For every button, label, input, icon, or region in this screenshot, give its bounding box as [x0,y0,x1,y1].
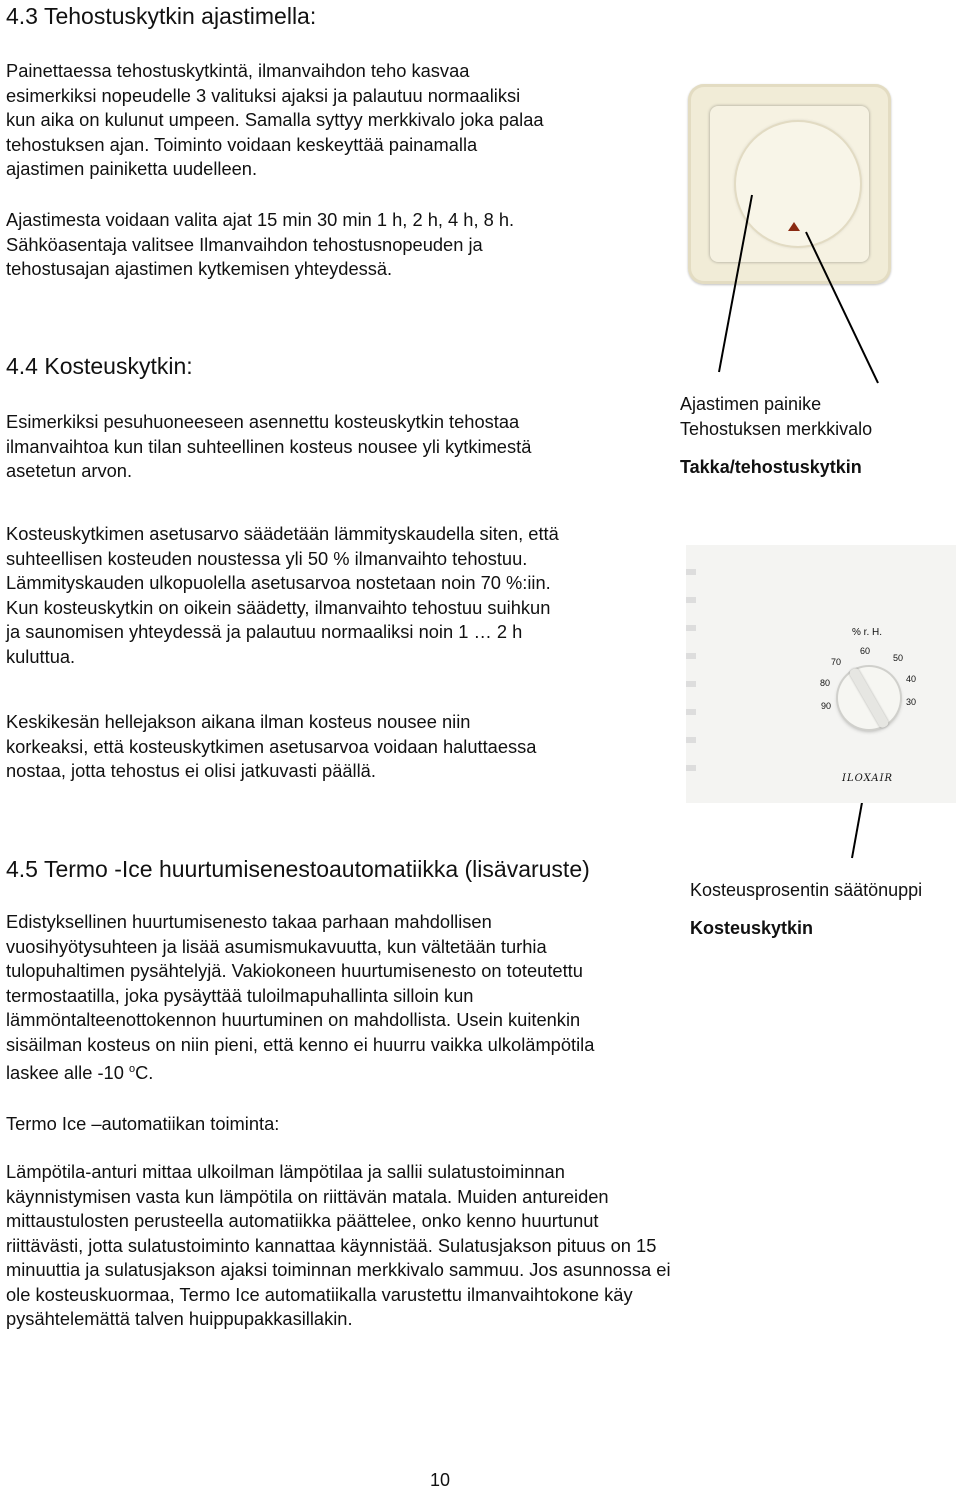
humidity-switch-photo [686,545,956,803]
scale-label: 60 [860,646,871,656]
humidity-paragraph-2: Kosteuskytkimen asetusarvo säädetään lämmityskaudella siten, että suhteellisen kosteuden noustessa yli 50 % ilmanvaihto tehostuu. Lämmityskauden ulkopuolella asetusarvoa nostetaan noin 70 %:iin. Kun kosteuskytkin on oikein säädetty, ilmanvaihto tehostuu suihkun ja saunomisen yhteydessä ja palautuu normaaliksi noin 1 … 2 h kuluttua. [6,523,559,667]
knob-grip [848,667,890,729]
section-heading-humidity: 4.4 Kosteuskytkin: [6,353,193,379]
callout-line-timer-button [719,195,752,372]
caption-humidity-switch: Kosteuskytkin [690,918,814,938]
section-heading-termo-ice: 4.5 Termo -Ice huurtumisenestoautomatiikka (lisävaruste) [6,856,590,882]
timer-paragraph-1: Painettaessa tehostuskytkintä, ilmanvaihdon teho kasvaa esimerkiksi nopeudelle 3 valituksi ajaksi ja palautuu normaaliksi kun aika on kulunut umpeen. Samalla syttyy merkkivalo joka palaa tehostuksen ajan. Toiminto voidaan keskeyttää painamalla ajastimen painiketta uudelleen. [6,60,544,179]
scale-label: 90 [821,701,832,711]
termo-paragraph-2: Lämpötila-anturi mittaa ulkoilman lämpötilaa ja sallii sulatustoiminnan käynnistymisen vasta kun lämpötila on riittävän matala. Muiden antureiden mittaustulosten perusteella automatiikka päättelee, onko kenno huurtunut riittävästi, jotta sulatustoiminto kannattaa käynnistää. Sulatusjakson pituus on 15 minuuttia ja sulatusjakson ajaksi toiminnan merkkivalo sammuu. Jos asunnossa ei ole kosteuskuormaa, Termo Ice automatiikalla varustettu ilmanvaihtokone käy pysähtelemättä talven huippupakkasillakin. [6,1161,671,1329]
page-number: 10 [430,1470,451,1490]
scale-label: 70 [831,657,842,667]
section-heading-timer: 4.3 Tehostuskytkin ajastimella: [6,3,317,29]
termo-paragraph-1: Edistyksellinen huurtumisenesto takaa parhaan mahdollisen vuosihyötysuhteen ja lisää asumismukavuutta, kun vältetään turhia tulopuhaltimen pysähtelyjä. Vakiokoneen huurtumisenesto on toteutettu termostaatilla, joka pysäyttää tuloilmapuhallinta silloin kun lämmöntalteenottokennon huurtuminen on mahdollista. Usein kuitenkin sisäilman kosteus on niin pieni, että kenno ei huurru vaikka ulkolämpötila laskee alle -10 $^o$C. [6,911,595,1084]
humidity-paragraph-1: Esimerkiksi pesuhuoneeseen asennettu kosteuskytkin tehostaa ilmanvaihtoa kun tilan suhteellinen kosteus nousee yli kytkimestä asetetun arvon. [6,411,532,481]
dial-title: % r. H. [852,627,883,638]
termo-subheading: Termo Ice –automatiikan toiminta: [6,1113,280,1134]
scale-label: 30 [906,697,917,707]
timer-paragraph-2: Ajastimesta voidaan valita ajat 15 min 30 min 1 h, 2 h, 4 h, 8 h. Sähköasentaja valitsee Ilmanvaihdon tehostusnopeuden ja tehostusajan ajastimen kytkemisen yhteydessä. [6,209,515,279]
scale-label: 80 [820,678,831,688]
scale-label: 50 [893,653,904,663]
humidity-paragraph-3: Keskikesän hellejakson aikana ilman kosteus nousee niin korkeaksi, että kosteuskytkimen asetusarvoa voidaan haluttaessa nostaa, jotta tehostus ei olisi jatkuvasti päällä. [6,711,537,781]
humidity-knob [838,667,900,729]
scale-label: 40 [906,674,917,684]
caption-indicator-light: Tehostuksen merkkivalo [680,419,873,439]
caption-humidity-knob: Kosteusprosentin säätönuppi [690,880,923,900]
caption-timer-button: Ajastimen painike [680,394,822,414]
caption-timer-switch: Takka/tehostuskytkin [680,457,862,477]
callout-line-indicator-light [806,232,878,383]
brand-logo: ILOXAIR [842,773,894,784]
